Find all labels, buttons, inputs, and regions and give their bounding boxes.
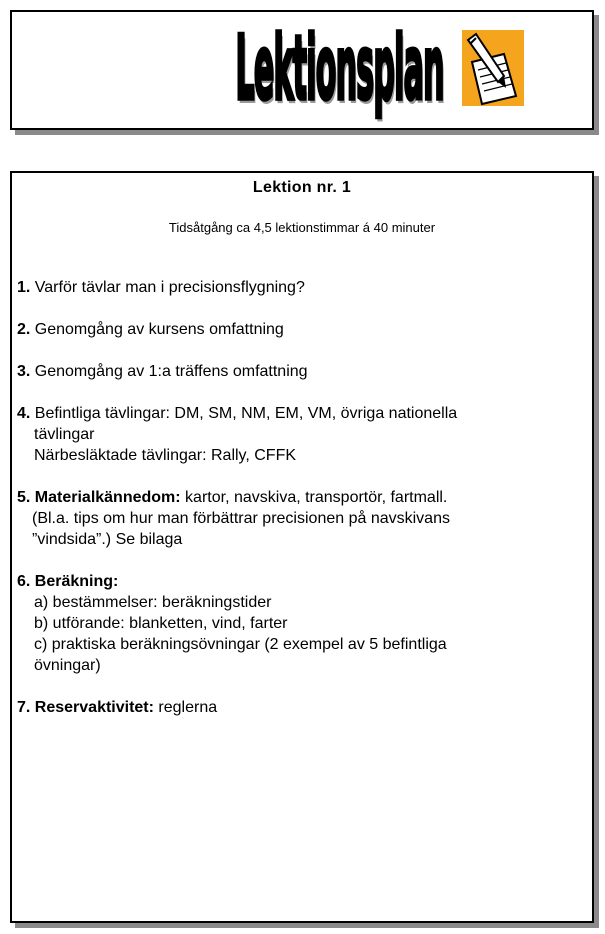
list-item <box>17 697 587 718</box>
item-subtext: a) bestämmelser: beräkningstider <box>34 594 272 611</box>
item-subtext: c) praktiska beräkningsövningar (2 exempel av 5 befintliga <box>34 636 447 653</box>
item-text: kartor, navskiva, transportör, fartmall. <box>180 489 448 506</box>
item-text: Varför tävlar man i precisionsflygning? <box>30 279 305 296</box>
time-note: Tidsåtgång ca 4,5 lektionstimmar á 40 minuter <box>168 220 436 235</box>
item-number: 7. <box>17 699 31 716</box>
item-number: 6. <box>17 573 31 590</box>
item-subtext: Närbesläktade tävlingar: Rally, CFFK <box>34 447 297 464</box>
lesson-items <box>17 277 587 718</box>
item-number: 4. <box>17 405 31 422</box>
item-number: 5. <box>17 489 31 506</box>
item-text: Befintliga tävlingar: DM, SM, NM, EM, VM, övriga nationella <box>30 405 458 422</box>
list-item <box>17 319 587 340</box>
item-text: reglerna <box>153 699 218 716</box>
lesson-heading: Lektion nr. 1 <box>252 179 352 196</box>
item-text-continued: tävlingar <box>34 426 95 443</box>
page-title: Lektionsplan <box>235 19 444 121</box>
header-box <box>10 10 594 130</box>
notepad-pen-icon <box>458 26 528 110</box>
item-number: 2. <box>17 321 31 338</box>
item-number: 3. <box>17 363 31 380</box>
item-label: Beräkning: <box>30 573 119 590</box>
item-subtext: (Bl.a. tips om hur man förbättrar precisionen på navskivans <box>32 510 450 527</box>
item-subtext: ”vindsida”.) Se bilaga <box>32 531 183 548</box>
list-item <box>17 277 587 298</box>
list-item <box>17 487 587 550</box>
item-label: Materialkännedom: <box>30 489 181 506</box>
item-label: Reservaktivitet: <box>30 699 154 716</box>
item-text: Genomgång av 1:a träffens omfattning <box>30 363 308 380</box>
item-number: 1. <box>17 279 31 296</box>
item-text: Genomgång av kursens omfattning <box>30 321 284 338</box>
list-item <box>17 403 587 466</box>
lesson-box <box>10 171 594 923</box>
list-item <box>17 571 587 676</box>
list-item <box>17 361 587 382</box>
item-subtext: övningar) <box>34 657 101 674</box>
item-subtext: b) utförande: blanketten, vind, farter <box>34 615 288 632</box>
